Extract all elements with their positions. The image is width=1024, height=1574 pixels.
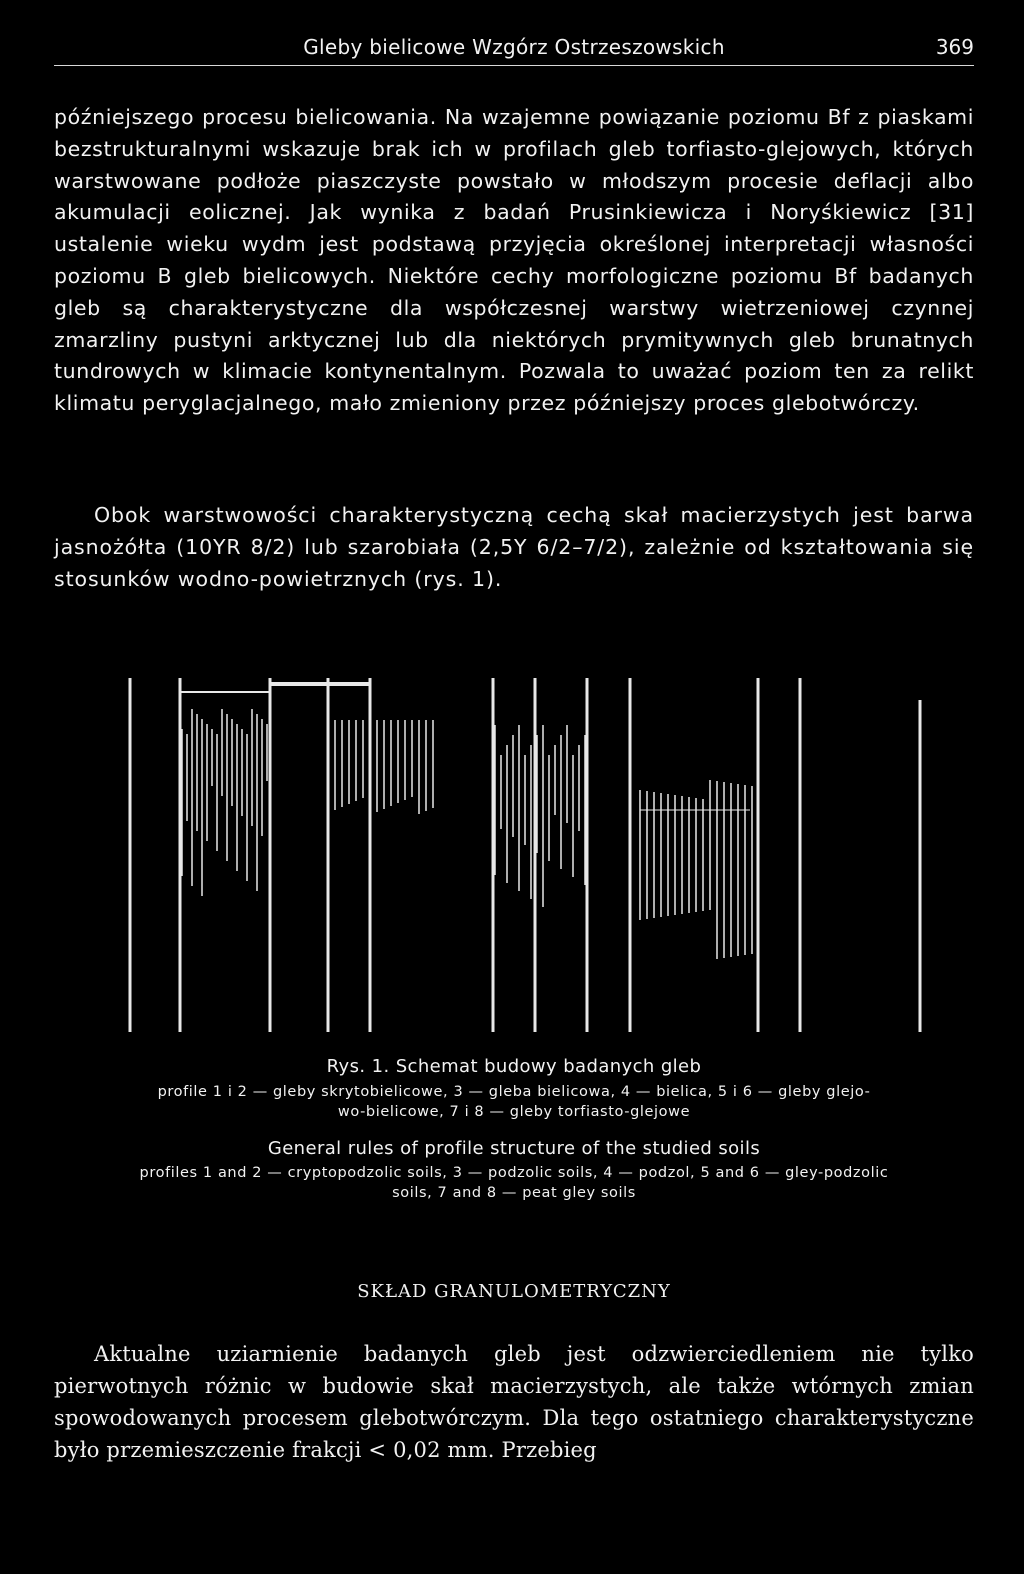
running-header: [54, 35, 974, 65]
section-heading: SKŁAD GRANULOMETRYCZNY: [357, 1281, 671, 1302]
figure-caption-en-title: General rules of profile structure of the studied soils: [267, 1138, 761, 1159]
paragraph-3: [54, 1338, 974, 1466]
paragraph-1: [54, 102, 974, 420]
page-number: 369: [935, 35, 974, 59]
figure-caption-title: Rys. 1. Schemat budowy badanych gleb: [326, 1056, 702, 1077]
running-title: Gleby bielicowe Wzgórz Ostrzeszowskich: [303, 35, 725, 59]
soil-profile-figure: [110, 660, 940, 1040]
paragraph-3-text: Aktualne uziarnienie badanych gleb jest odzwierciedleniem nie tylko pierwotnych różnic w budowie skał macierzystych, ale także wtórnych zmian spowodowanych procesem glebotwórczym. Dla tego ostatniego charakterystyczne było przemieszczenie frakcji < 0,02 mm. Przebieg: [54, 1342, 974, 1462]
figure-caption-pl-line2: wo-bielicowe, 7 i 8 — gleby torfiasto-glejowe: [337, 1104, 691, 1120]
soil-profile-schematic: [110, 660, 940, 1040]
paragraph-2-text: Obok warstwowości charakterystyczną cechą skał macierzystych jest barwa jasnożółta (10YR 8/2) lub szarobiała (2,5Y 6/2–7/2), zależnie od kształtowania się stosunków wodno-powietrznych (rys. 1).: [54, 503, 974, 591]
figure-caption-en-line2: soils, 7 and 8 — peat gley soils: [392, 1185, 636, 1201]
figure-caption-pl-line1: profile 1 i 2 — gleby skrytobielicowe, 3 — gleba bielicowa, 4 — bielica, 5 i 6 — gleby glejo-: [157, 1084, 871, 1100]
paragraph-2: [54, 500, 974, 595]
header-rule: [54, 65, 974, 66]
figure-caption-en-line1: profiles 1 and 2 — cryptopodzolic soils, 3 — podzolic soils, 4 — podzol, 5 and 6 — gley-podzolic: [139, 1165, 889, 1181]
paragraph-1-text: późniejszego procesu bielicowania. Na wzajemne powiązanie poziomu Bf z piaskami bezstrukturalnymi wskazuje brak ich w profilach gleb torfiasto-glejowych, których warstwowane podłoże piaszczyste powstało w młodszym procesie deflacji albo akumulacji eolicznej. Jak wynika z badań Prusinkiewicza i Noryśkiewicz [31] ustalenie wieku wydm jest podstawą przyjęcia określonej interpretacji własności poziomu B gleb bielicowych. Niektóre cechy morfologiczne poziomu Bf badanych gleb są charakterystyczne dla współczesnej warstwy wietrzeniowej czynnej zmarzliny pustyni arktycznej lub dla niektórych prymitywnych gleb brunatnych tundrowych w klimacie kontynentalnym. Pozwala to uważać poziom ten za relikt klimatu peryglacjalnego, mało zmieniony przez późniejszy proces glebotwórczy.: [54, 105, 974, 416]
